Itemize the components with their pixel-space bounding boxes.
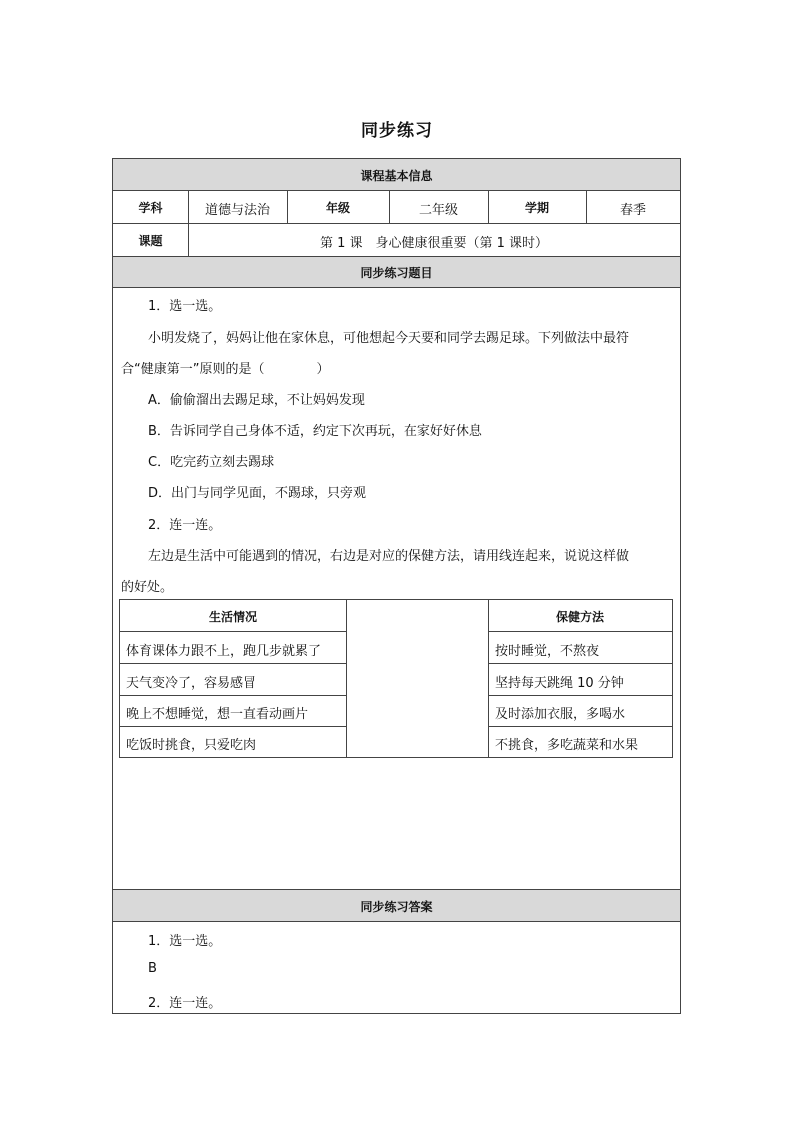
match-left-header: 生活情况 [208, 610, 257, 624]
q1-stem-line1: 小明发烧了，妈妈让他在家休息，可他想起今天要和同学去踢足球。下列做法中最符 [148, 331, 630, 346]
matching-table [119, 599, 673, 758]
worksheet-table [112, 158, 681, 1014]
match-right-item: 不挑食，多吃蔬菜和水果 [495, 738, 639, 753]
topic-value: 第 1 课 身心健康很重要（第 1 课时） [319, 236, 549, 251]
a2-title: 2．连一连。 [148, 996, 222, 1011]
q1-option-b: B．告诉同学自己身体不适，约定下次再玩，在家好好休息 [148, 424, 482, 439]
match-left-item: 吃饭时挑食，只爱吃肉 [126, 738, 257, 753]
q1-option-a: A．偷偷溜出去踢足球，不让妈妈发现 [148, 393, 365, 408]
match-left-item: 体育课体力跟不上，跑几步就累了 [126, 644, 322, 659]
page-title: 同步练习 [361, 121, 433, 141]
match-right-item: 及时添加衣服，多喝水 [495, 707, 626, 722]
a1-title: 1．选一选。 [148, 934, 222, 949]
match-right-header: 保健方法 [555, 610, 604, 624]
q2-title: 2．连一连。 [148, 518, 222, 533]
q1-title: 1．选一选。 [148, 299, 222, 314]
subject-label: 学科 [138, 201, 163, 215]
grade-value: 二年级 [418, 203, 458, 218]
match-right-item: 按时睡觉，不熬夜 [495, 644, 600, 659]
q1-stem-line2: 合“健康第一”原则的是（ ） [121, 362, 330, 377]
info-header: 课程基本信息 [360, 169, 433, 183]
subject-value: 道德与法治 [204, 203, 270, 218]
q2-stem-line2: 的好处。 [121, 580, 174, 595]
term-label: 学期 [524, 201, 549, 215]
grade-label: 年级 [325, 201, 350, 215]
match-left-item: 天气变冷了，容易感冒 [126, 676, 257, 691]
match-left-item: 晚上不想睡觉，想一直看动画片 [126, 707, 309, 722]
a1-answer: B [148, 961, 157, 976]
q2-stem-line1: 左边是生活中可能遇到的情况，右边是对应的保健方法，请用线连起来，说说这样做 [148, 549, 630, 564]
term-value: 春季 [619, 203, 646, 218]
match-right-item: 坚持每天跳绳 10 分钟 [495, 676, 624, 691]
q1-option-d: D．出门与同学见面，不踢球，只旁观 [148, 486, 367, 501]
q1-option-c: C．吃完药立刻去踢球 [148, 455, 275, 470]
answers-header: 同步练习答案 [360, 900, 433, 914]
topic-label: 课题 [138, 234, 163, 248]
exercises-header: 同步练习题目 [360, 266, 433, 280]
